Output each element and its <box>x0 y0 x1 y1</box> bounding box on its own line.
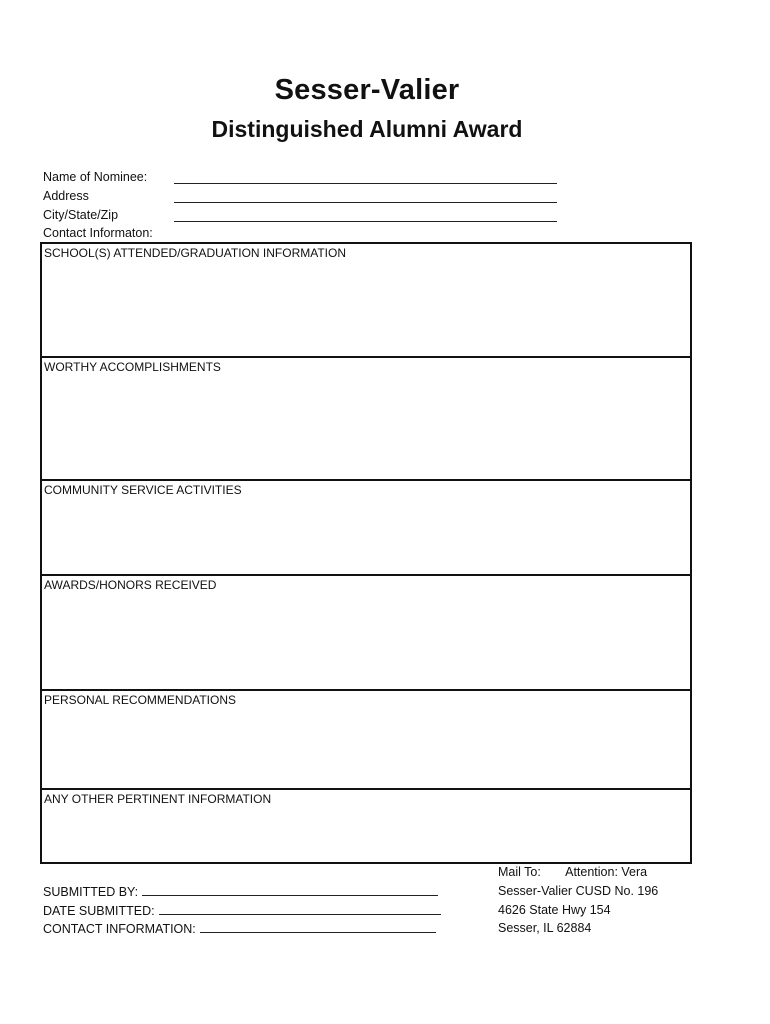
section-worthy-accomplishments[interactable] <box>42 356 690 479</box>
section-school-attended[interactable] <box>42 244 690 356</box>
section-label: PERSONAL RECOMMENDATIONS <box>44 693 237 707</box>
mail-to-attention: Attention: Vera <box>565 865 648 879</box>
submitter-contact-line[interactable] <box>200 920 436 933</box>
section-label: COMMUNITY SERVICE ACTIVITIES <box>44 483 242 497</box>
section-awards-honors[interactable] <box>42 574 690 689</box>
section-label: AWARDS/HONORS RECEIVED <box>44 578 217 592</box>
city-state-zip-line[interactable] <box>174 207 557 222</box>
form-subtitle: Distinguished Alumni Award <box>211 116 523 142</box>
city-state-zip-label: City/State/Zip <box>43 208 119 222</box>
nomination-sections <box>40 242 692 864</box>
section-label: SCHOOL(S) ATTENDED/GRADUATION INFORMATION <box>44 246 347 260</box>
address-row <box>43 188 563 204</box>
date-submitted-line[interactable] <box>159 902 441 915</box>
contact-information-label: Contact Informaton: <box>43 226 153 240</box>
section-label: ANY OTHER PERTINENT INFORMATION <box>44 792 272 806</box>
date-submitted-label: DATE SUBMITTED: <box>43 904 155 918</box>
mail-to-line2: 4626 State Hwy 154 <box>498 903 611 917</box>
mail-to-line1: Sesser-Valier CUSD No. 196 <box>498 884 659 898</box>
nominee-name-label: Name of Nominee: <box>43 170 148 184</box>
form-title: Sesser-Valier <box>274 74 460 106</box>
city-state-zip-row <box>43 207 563 223</box>
address-label: Address <box>43 189 89 203</box>
submitter-contact-row <box>43 920 436 937</box>
mail-to-line3: Sesser, IL 62884 <box>498 921 592 935</box>
section-personal-recommendations[interactable] <box>42 689 690 788</box>
submitted-by-row <box>43 883 438 900</box>
date-submitted-row <box>43 902 441 919</box>
section-label: WORTHY ACCOMPLISHMENTS <box>44 360 221 374</box>
mail-to-label: Mail To: <box>498 865 541 879</box>
submitter-contact-label: CONTACT INFORMATION: <box>43 922 196 936</box>
submitted-by-label: SUBMITTED BY: <box>43 885 139 899</box>
mail-to-header <box>498 864 647 880</box>
section-community-service[interactable] <box>42 479 690 574</box>
submitted-by-line[interactable] <box>142 883 438 896</box>
contact-information-row <box>43 225 563 241</box>
nominee-name-line[interactable] <box>174 169 557 184</box>
nominee-name-row <box>43 169 563 185</box>
address-line[interactable] <box>174 188 557 203</box>
section-other-information[interactable] <box>42 788 690 862</box>
